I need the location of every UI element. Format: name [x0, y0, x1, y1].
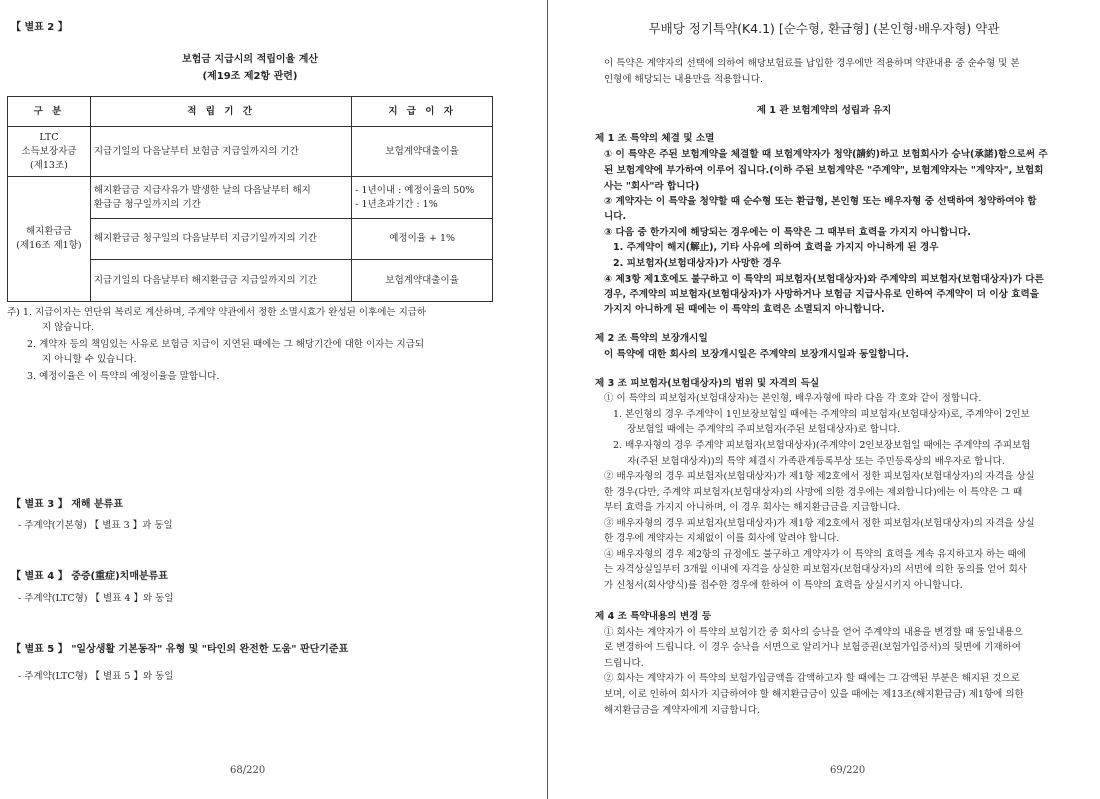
chapter-heading: 제 1 관 보험계약의 성립과 유지 — [756, 105, 892, 116]
annex3-body: - 주계약(기본형) 【 별표 3 】과 동일 — [18, 520, 173, 531]
category-line: 해지환급금 — [25, 226, 72, 237]
row4-interest: 보험계약대출이율 — [352, 260, 493, 302]
category-line: (제16조 제1항) — [16, 240, 82, 251]
article1-line: 1. 주계약이 해지(解止), 기타 사유에 의하여 효력을 가지지 아니하게 된 경우 — [613, 242, 939, 253]
note-line: 2. 계약자 등의 책임있는 사유로 보험금 지급이 지연된 때에는 그 해당기간에 대한 이자는 지급되 — [27, 339, 425, 350]
article3-line: ① 이 특약의 피보험자(보험대상자)는 본인형, 배우자형에 따라 다음 각 호와 같이 정합니다. — [604, 393, 982, 404]
row3-period: 해지환급금 청구일의 다음날부터 지급기일까지의 기간 — [90, 219, 351, 260]
annex2-subtitle: (제19조 제2항 관련) — [202, 71, 298, 82]
article1-line: 경우, 주계약의 피보험자(보험대상자)가 사망하거나 보험금 지급사유로 인하여 주계약이 더 이상 효력을 — [604, 289, 1040, 300]
row2-period — [90, 177, 351, 219]
annex5-body: - 주계약(LTC형) 【 별표 5 】와 동일 — [18, 671, 174, 682]
header-interest: 지 급 이 자 — [352, 97, 493, 127]
interest-rate-table — [7, 96, 493, 302]
page-number: 68/220 — [230, 765, 266, 776]
category-line: LTC — [39, 131, 59, 143]
row2-category — [8, 177, 91, 302]
article3-line: 장보험일 때에는 주계약의 주피보험자(주된 보험대상자)로 합니다. — [627, 424, 901, 435]
article4-line: 해지환급금을 계약자에게 지급합니다. — [604, 705, 760, 716]
article4-line: 로 변경하여 드립니다. 이 경우 승낙을 서면으로 알리거나 보험증권(보험가입증서)의 뒷면에 기재하여 — [604, 642, 1021, 653]
article1-line: 된 보험계약에 부가하여 이루어 집니다.(이하 주된 보험계약은 "주계약", 보험계약자는 "계약자", 보험회 — [604, 165, 1044, 176]
article3-line: 자(주된 보험대상자))의 특약 체결시 가족관계등록부상 또는 주민등록상의 배우자로 합니다. — [627, 456, 1005, 467]
left-page — [0, 0, 547, 799]
note-line: 지 않습니다. — [42, 322, 94, 333]
article4-line: ② 회사는 계약자가 이 특약의 보험가입금액을 감액하고자 할 때에는 그 감액된 부분은 해지된 것으로 — [604, 673, 1020, 684]
header-period: 적 립 기 간 — [90, 97, 351, 127]
article2-line: 이 특약에 대한 회사의 보장개시일은 주계약의 보장개시일과 동일합니다. — [604, 349, 910, 360]
category-line: 소득보장자금 — [21, 145, 77, 157]
article3-line: 한 경우(다만, 주계약 피보험자(보험대상자)의 사망에 의한 경우에는 제외합니다)에는 이 특약은 그 때 — [604, 487, 1023, 498]
article4-title: 제 4 조 특약내용의 변경 등 — [595, 611, 712, 622]
article1-title: 제 1 조 특약의 체결 및 소멸 — [595, 133, 715, 144]
article1-line: 사는 "회사"라 합니다) — [604, 181, 700, 192]
article4-line: ① 회사는 계약자가 이 특약의 보험기간 중 회사의 승낙을 얻어 주계약의 내용을 변경할 때 동일내용으 — [604, 627, 1023, 638]
annex4-body: - 주계약(LTC형) 【 별표 4 】와 동일 — [18, 593, 174, 604]
article3-title: 제 3 조 피보험자(보험대상자)의 범위 및 자격의 득실 — [595, 378, 820, 389]
table-row — [8, 177, 493, 219]
annex2-title: 보험금 지급시의 적립이율 계산 — [181, 54, 319, 65]
table-header-row — [8, 97, 493, 127]
period-line: 해지환급금 지급사유가 발생한 날의 다음날부터 해지 — [93, 184, 311, 196]
row1-period: 지급기일의 다음날부터 보험금 지급일까지의 기간 — [90, 127, 351, 177]
row3-interest: 예정이율 + 1% — [352, 219, 493, 260]
article3-line: 1. 본인형의 경우 주계약이 1인보장보험일 때에는 주계약의 피보험자(보험대상자)로, 주계약이 2인보 — [613, 409, 1030, 420]
article3-line: 2. 배우자형의 경우 주계약 피보험자(보험대상자)(주계약이 2인보장보험일 때에는 주계약의 주피보험 — [613, 440, 1031, 451]
article4-line: 드립니다. — [604, 658, 644, 669]
interest-line: - 1년초과기간 : 1% — [355, 198, 438, 210]
article2-title: 제 2 조 특약의 보장개시일 — [595, 333, 708, 344]
article1-line: 2. 피보험자(보험대상자)가 사망한 경우 — [613, 258, 782, 269]
note-line: 3. 예정이율은 이 특약의 예정이율을 말합니다. — [27, 371, 220, 382]
page-title: 무배당 정기특약(K4.1) [순수형, 환급형] (본인형·배우자형) 약관 — [648, 21, 1000, 36]
annex3-tag: 【 별표 3 】 재해 분류표 — [11, 499, 123, 510]
article1-line: 니다. — [604, 211, 627, 222]
note-line: 지 아니할 수 있습니다. — [42, 354, 137, 365]
article1-line: ② 계약자는 이 특약을 청약할 때 순수형 또는 환급형, 본인형 또는 배우자형 중 선택하여 청약하여야 합 — [604, 196, 1037, 207]
annex4-tag: 【 별표 4 】 중증(重症)치매분류표 — [11, 571, 168, 582]
right-page — [548, 0, 1100, 799]
period-line: 환급금 청구일까지의 기간 — [93, 198, 201, 210]
article4-line: 보며, 이로 인하여 회사가 지급하여야 할 해지환급금이 있을 때에는 제13조(해지환급금) 제1항에 의한 — [604, 689, 1024, 700]
intro-line: 인형에 해당되는 내용만을 적용합니다. — [604, 74, 763, 85]
header-category: 구 분 — [8, 97, 91, 127]
row1-interest: 보험계약대출이율 — [352, 127, 493, 177]
note-line: 주) 1. 지급이자는 연단위 복리로 계산하며, 주계약 약관에서 정한 소멸시효가 완성된 이후에는 지급하 — [7, 307, 427, 318]
row1-category — [8, 127, 91, 177]
table-row — [8, 127, 493, 177]
article3-line: 는 자격상실일부터 3개월 이내에 자격을 상실한 피보험자(보험대상자)의 서면에 의한 동의를 얻어 회사 — [604, 564, 1027, 575]
article1-line: ① 이 특약은 주된 보험계약을 체결할 때 보험계약자가 청약(請約)하고 보험회사가 승낙(承諾)함으로써 주 — [604, 149, 1048, 160]
article3-line: 가 신청서(회사양식)를 접수한 경우에 한하여 이 특약의 효력을 상실시키지 아니합니다. — [604, 580, 963, 591]
annex5-tag: 【 별표 5 】 "일상생활 기본동작" 유형 및 "타인의 완전한 도움" 판단기준표 — [11, 644, 349, 655]
intro-line: 이 특약은 계약자의 선택에 의하여 해당보험료를 납입한 경우에만 적용하며 약관내용 중 순수형 및 본 — [604, 58, 1020, 69]
category-line: (제13조) — [30, 159, 68, 171]
article1-line: ③ 다음 중 한가지에 해당되는 경우에는 이 특약은 그 때부터 효력을 가지지 아니합니다. — [604, 227, 971, 238]
article3-line: 부터 효력을 가지지 아니하며, 이 경우 회사는 해지환급금을 지급합니다. — [604, 502, 901, 513]
row4-period: 지급기일의 다음날부터 해지환급금 지급일까지의 기간 — [90, 260, 351, 302]
interest-line: - 1년이내 : 예정이율의 50% — [355, 184, 475, 196]
article1-line: ④ 제3항 제1호에도 불구하고 이 특약의 피보험자(보험대상자)와 주계약의 피보험자(보험대상자)가 다른 — [604, 274, 1044, 285]
article3-line: 한 경우에 계약자는 지체없이 이를 회사에 알려야 합니다. — [604, 533, 840, 544]
annex2-tag: 【 별표 2 】 — [11, 22, 68, 33]
article3-line: ② 배우자형의 경우 피보험자(보험대상자)가 제1항 제2호에서 정한 피보험자(보험대상자)의 자격을 상실 — [604, 471, 1035, 482]
article3-line: ④ 배우자형의 경우 제2항의 규정에도 불구하고 계약자가 이 특약의 효력을 계속 유지하고자 하는 때에 — [604, 549, 1026, 560]
article3-line: ③ 배우자형의 경우 피보험자(보험대상자)가 제1항 제2호에서 정한 피보험자(보험대상자)의 자격을 상실 — [604, 518, 1035, 529]
row2-interest — [352, 177, 493, 219]
article1-line: 가지지 아니하게 된 때에는 이 특약의 효력은 소멸되지 아니합니다. — [604, 304, 885, 315]
page-number: 69/220 — [830, 765, 866, 776]
